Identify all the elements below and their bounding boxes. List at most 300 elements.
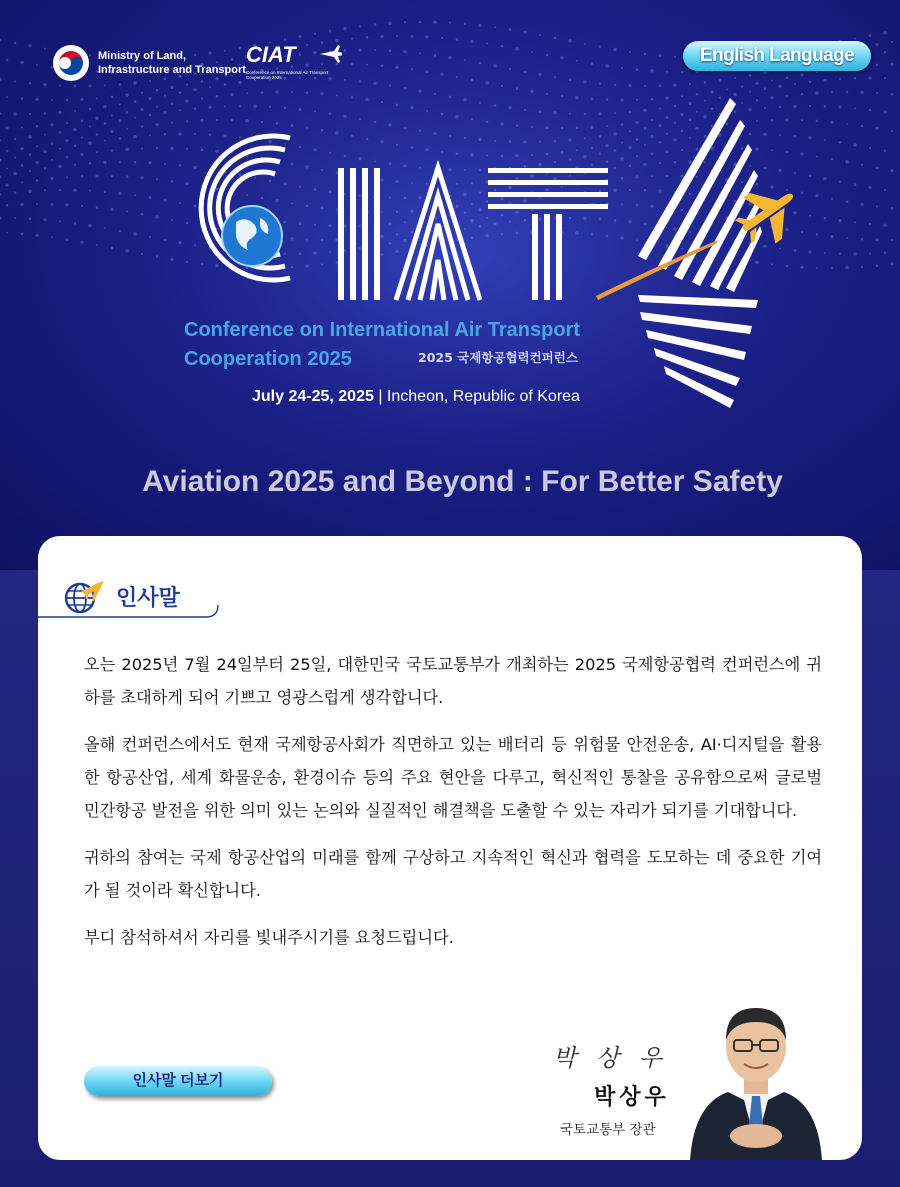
particle-dot [104, 122, 107, 125]
particle-dot [96, 133, 99, 136]
particle-dot [29, 217, 32, 220]
particle-dot [875, 43, 878, 46]
particle-dot [51, 236, 53, 238]
particle-dot [816, 233, 819, 236]
particle-dot [839, 253, 842, 256]
particle-dot [6, 59, 9, 62]
particle-dot [103, 105, 106, 108]
particle-dot [156, 106, 158, 108]
particle-dot [51, 159, 53, 161]
particle-dot [800, 73, 803, 76]
particle-dot [891, 130, 893, 132]
particle-dot [816, 120, 819, 123]
particle-dot [755, 82, 758, 85]
particle-dot [824, 217, 827, 220]
particle-dot [815, 91, 818, 94]
particle-dot [831, 158, 834, 161]
particle-dot [404, 21, 406, 23]
greeting-card [38, 536, 862, 1160]
particle-dot [14, 80, 16, 82]
particle-dot [156, 147, 159, 150]
particle-dot [119, 230, 122, 233]
particle-dot [801, 93, 804, 96]
particle-dot [374, 49, 376, 51]
particle-dot [111, 247, 114, 250]
particle-dot [81, 205, 83, 207]
particle-dot [73, 128, 76, 131]
particle-dot [81, 175, 84, 178]
particle-dot [58, 165, 61, 168]
ministry-name-line2: Infrastructure and Transport [98, 64, 246, 76]
particle-dot [155, 123, 158, 126]
particle-dot [403, 50, 406, 53]
particle-dot [88, 84, 91, 87]
particle-dot [524, 71, 527, 74]
particle-dot [613, 48, 616, 51]
particle-dot [125, 148, 128, 151]
particle-dot [89, 162, 92, 165]
particle-dot [869, 223, 872, 226]
particle-dot [284, 38, 287, 41]
particle-dot [659, 85, 662, 88]
particle-dot [156, 178, 158, 180]
particle-dot [876, 205, 878, 207]
particle-dot [419, 21, 422, 24]
particle-dot [823, 79, 826, 82]
particle-dot [95, 174, 98, 177]
particle-dot [224, 83, 227, 86]
particle-dot [6, 204, 9, 207]
particle-dot [89, 190, 91, 192]
particle-dot [133, 232, 136, 235]
conference-date-location [252, 388, 580, 406]
particle-dot [96, 244, 98, 246]
particle-dot [74, 85, 77, 88]
particle-dot [126, 175, 129, 178]
particle-dot [149, 114, 152, 117]
particle-dot [854, 221, 856, 223]
particle-dot [434, 54, 437, 57]
particle-dot [28, 44, 31, 47]
particle-dot [110, 208, 113, 211]
particle-dot [119, 103, 121, 105]
particle-dot [209, 86, 211, 88]
letter-t [488, 168, 608, 300]
particle-dot [6, 150, 9, 153]
particle-dot [44, 134, 46, 136]
particle-dot [456, 38, 459, 41]
particle-dot [298, 35, 301, 38]
particle-dot [80, 153, 83, 156]
particle-dot [80, 241, 83, 244]
particle-dot [583, 80, 586, 83]
particle-dot [359, 80, 362, 83]
particle-dot [381, 65, 384, 68]
particle-dot [629, 51, 631, 53]
tagline: Aviation 2025 and Beyond : For Better Safety [142, 465, 783, 498]
particle-dot [66, 122, 68, 124]
particle-dot [36, 145, 38, 147]
particle-dot [860, 91, 863, 94]
particle-dot [771, 80, 773, 82]
particle-dot [884, 150, 887, 153]
particle-dot [14, 42, 17, 45]
particle-dot [104, 227, 106, 229]
particle-dot [808, 250, 811, 253]
particle-dot [854, 38, 856, 40]
particle-dot [846, 200, 849, 203]
particle-dot [448, 56, 451, 59]
particle-dot [140, 176, 143, 179]
particle-dot [36, 203, 38, 205]
particle-dot [141, 213, 144, 216]
particle-dot [486, 43, 488, 45]
particle-dot [854, 107, 856, 109]
particle-dot [801, 231, 803, 233]
taegeuk-icon [52, 44, 90, 82]
particle-dot [786, 76, 789, 79]
particle-dot [838, 105, 841, 108]
particle-dot [14, 191, 17, 194]
particle-dot [831, 91, 833, 93]
particle-dot [884, 51, 887, 54]
particle-dot [20, 203, 23, 206]
particle-dot [554, 37, 557, 40]
conference-name-line2: Cooperation 2025 [184, 348, 352, 370]
particle-dot [853, 252, 856, 255]
particle-dot [389, 49, 392, 52]
particle-dot [569, 79, 572, 82]
particle-dot [891, 207, 894, 210]
particle-dot [13, 112, 16, 115]
particle-dot [388, 22, 391, 25]
particle-dot [6, 232, 8, 234]
particle-dot [831, 267, 834, 270]
particle-dot [73, 189, 76, 192]
particle-dot [21, 126, 23, 128]
particle-dot [815, 194, 818, 197]
particle-dot [164, 95, 166, 97]
particle-dot [441, 37, 443, 39]
particle-dot [681, 71, 684, 74]
particle-dot [846, 237, 848, 239]
small-ciat-logo[interactable] [246, 44, 342, 80]
particle-dot [59, 220, 61, 222]
particle-dot [456, 76, 458, 78]
particle-dot [426, 70, 429, 73]
particle-dot [636, 68, 639, 71]
english-language-button[interactable]: English Language [683, 41, 871, 71]
particle-dot [104, 191, 107, 194]
particle-dot [343, 27, 346, 30]
particle-dot [59, 84, 61, 86]
particle-dot [861, 164, 863, 166]
particle-dot [59, 148, 61, 150]
particle-dot [734, 77, 736, 79]
particle-dot [891, 41, 893, 43]
particle-dot [96, 151, 98, 153]
particle-dot [351, 38, 353, 40]
greeting-more-button[interactable]: 인사말 더보기 [84, 1066, 272, 1096]
particle-dot [14, 156, 16, 158]
particle-dot [88, 141, 91, 144]
particle-dot [134, 117, 136, 119]
particle-dot [20, 61, 23, 64]
particle-dot [141, 125, 144, 128]
particle-dot [440, 73, 443, 76]
particle-dot [65, 139, 68, 142]
small-logo-sub1: Conference on International Air Transport [246, 70, 329, 75]
signer-name: 박상우 [594, 1085, 670, 1110]
particle-dot [119, 83, 122, 86]
particle-dot [868, 186, 871, 189]
particle-dot [846, 91, 849, 94]
particle-dot [149, 134, 151, 136]
particle-dot [876, 264, 879, 267]
particle-dot [66, 238, 69, 241]
particle-dot [59, 189, 62, 192]
particle-dot [824, 252, 826, 254]
particle-dot [118, 119, 121, 122]
particle-dot [890, 63, 893, 66]
particle-dot [118, 192, 121, 195]
particle-dot [6, 168, 8, 170]
particle-dot [134, 194, 136, 196]
particle-dot [89, 108, 92, 111]
particle-dot [824, 139, 826, 141]
particle-dot [186, 84, 188, 86]
particle-dot [666, 71, 668, 73]
particle-dot [43, 218, 46, 221]
particle-dot [875, 127, 878, 130]
greeting-body [84, 648, 822, 968]
conference-date: July 24-25, 2025 [252, 388, 374, 405]
particle-dot [816, 71, 818, 73]
greeting-title: 인사말 [116, 585, 180, 611]
particle-dot [801, 192, 804, 195]
particle-dot [29, 113, 31, 115]
particle-dot [876, 64, 879, 67]
particle-dot [650, 69, 653, 72]
particle-dot [584, 43, 586, 45]
particle-dot [21, 182, 23, 184]
ministry-logo[interactable] [52, 44, 246, 82]
particle-dot [134, 161, 137, 164]
particle-dot [21, 164, 24, 167]
particle-dot [344, 79, 346, 81]
particle-dot [164, 239, 167, 242]
particle-dot [373, 82, 376, 85]
particle-dot [599, 45, 602, 48]
particle-dot [103, 161, 106, 164]
hero-banner [0, 0, 900, 570]
particle-dot [65, 203, 68, 206]
particle-dot [846, 123, 848, 125]
particle-dot [509, 68, 511, 70]
particle-dot [156, 89, 159, 92]
particle-dot [704, 81, 707, 84]
particle-dot [515, 47, 518, 50]
particle-dot [51, 203, 54, 206]
particle-dot [164, 133, 167, 136]
particle-dot [111, 114, 113, 116]
particle-dot [464, 59, 466, 61]
particle-dot [126, 111, 129, 114]
particle-dot [359, 25, 361, 27]
particle-dot [125, 93, 128, 96]
particle-dot [110, 130, 113, 133]
particle-dot [6, 96, 8, 98]
particle-dot [718, 79, 721, 82]
particle-dot [891, 93, 894, 96]
particle-dot [163, 199, 166, 202]
particle-dot [830, 121, 833, 124]
particle-dot [425, 35, 428, 38]
particle-dot [141, 253, 143, 255]
particle-dot [809, 175, 812, 178]
small-logo-sub2: Cooperation 2025 [246, 75, 282, 80]
particle-dot [689, 83, 691, 85]
particle-dot [395, 66, 398, 69]
particle-dot [749, 74, 752, 77]
particle-dot [44, 189, 46, 191]
particle-dot [800, 266, 803, 269]
particle-dot [554, 76, 556, 78]
particle-dot [485, 81, 488, 84]
minister-portrait [686, 996, 826, 1160]
signer-title: 국토교통부 장관 [560, 1122, 656, 1138]
particle-dot [104, 140, 106, 142]
particle-dot [29, 153, 32, 156]
particle-dot [133, 135, 136, 138]
particle-dot [380, 35, 383, 38]
particle-dot [44, 167, 47, 170]
conference-name-line1: Conference on International Air Transport [184, 319, 580, 341]
particle-dot [884, 189, 886, 191]
particle-dot [125, 249, 128, 252]
particle-dot [605, 64, 608, 67]
conference-location: | Incheon, Republic of Korea [373, 388, 580, 405]
particle-dot [883, 224, 886, 227]
particle-dot [673, 84, 676, 87]
particle-dot [111, 149, 114, 152]
particle-dot [35, 234, 38, 237]
particle-dot [36, 64, 38, 66]
particle-dot [800, 152, 803, 155]
particle-dot [628, 84, 631, 87]
handwritten-signature [553, 1034, 703, 1078]
particle-dot [29, 170, 31, 172]
small-plane-icon [320, 45, 342, 63]
particle-dot [44, 112, 47, 115]
particle-dot [808, 136, 811, 139]
ministry-name-line1: Ministry of Land, [98, 50, 186, 62]
particle-dot [5, 126, 8, 129]
particle-dot [50, 177, 53, 180]
particle-dot [119, 161, 121, 163]
particle-dot [839, 78, 841, 80]
particle-dot [58, 111, 61, 114]
particle-dot [546, 54, 549, 57]
particle-dot [509, 28, 512, 31]
particle-dot [479, 62, 482, 65]
particle-dot [126, 211, 128, 213]
particle-dot [314, 33, 316, 35]
particle-dot [104, 84, 106, 86]
particle-dot [890, 262, 893, 265]
particle-dot [155, 215, 158, 218]
particle-dot [794, 83, 796, 85]
particle-dot [411, 35, 414, 38]
particle-dot [854, 183, 857, 186]
particle-dot [28, 190, 31, 193]
particle-dot [74, 144, 77, 147]
particle-dot [838, 219, 841, 222]
particle-dot [335, 39, 338, 42]
particle-dot [839, 141, 842, 144]
particle-dot [141, 147, 143, 149]
particle-dot [876, 167, 879, 170]
greeting-paragraph-3: 귀하의 참여는 국제 항공산업의 미래를 함께 구상하고 지속적인 혁신과 협력을 도모하는 데 중요한 기여가 될 것이라 확신합니다. [84, 848, 822, 900]
particle-dot [884, 77, 886, 79]
particle-dot [14, 138, 17, 141]
particle-dot [869, 34, 872, 37]
particle-dot [876, 92, 878, 94]
particle-dot [868, 76, 871, 79]
particle-dot [81, 119, 84, 122]
particle-dot [869, 253, 871, 255]
particle-dot [845, 160, 848, 163]
particle-dot [111, 96, 114, 99]
particle-dot [36, 125, 39, 128]
particle-dot [778, 85, 781, 88]
particle-dot [658, 54, 661, 57]
particle-dot [66, 99, 69, 102]
particle-dot [576, 60, 578, 62]
particle-dot [14, 217, 16, 219]
particle-dot [823, 177, 826, 180]
particle-dot [20, 147, 23, 150]
particle-dot [35, 98, 38, 101]
particle-dot [89, 126, 91, 128]
particle-dot [140, 108, 143, 111]
particle-dot [861, 125, 864, 128]
particle-dot [21, 97, 24, 100]
particle-dot [884, 252, 887, 255]
particle-dot [344, 49, 347, 52]
particle-dot [621, 67, 623, 69]
particle-dot [674, 56, 676, 58]
particle-dot [156, 255, 159, 258]
particle-dot [170, 86, 173, 89]
particle-dot [148, 161, 151, 164]
particle-dot [861, 238, 864, 241]
particle-dot [36, 179, 39, 182]
particle-dot [21, 233, 24, 236]
particle-dot [809, 81, 812, 84]
particle-dot [614, 84, 617, 87]
particle-dot [644, 53, 647, 56]
particle-dot [471, 79, 474, 82]
particle-dot [891, 239, 893, 241]
particle-dot [148, 97, 151, 100]
particle-dot [119, 137, 122, 140]
particle-dot [329, 30, 332, 33]
particle-dot [88, 224, 91, 227]
particle-dot [816, 267, 818, 269]
particle-dot [96, 206, 99, 209]
particle-dot [539, 34, 541, 36]
